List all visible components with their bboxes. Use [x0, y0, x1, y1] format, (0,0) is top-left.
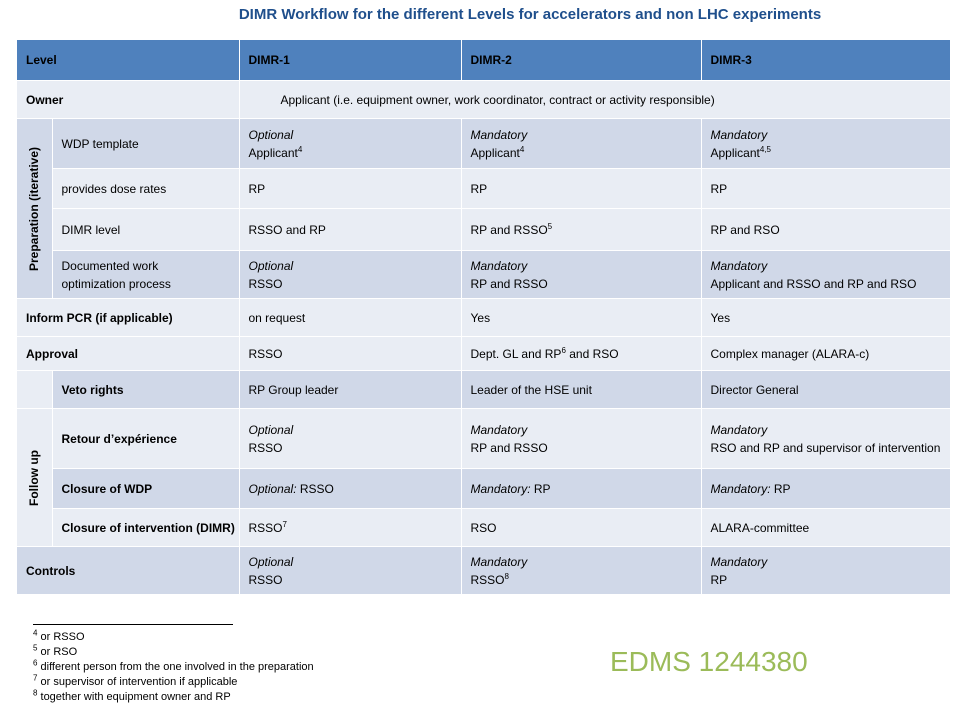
approval-dimr1: RSSO [239, 337, 461, 371]
closure-wdp-label: Closure of WDP [52, 469, 239, 509]
closure-wdp-dimr3: Mandatory: RP [701, 469, 950, 509]
controls-label: Controls [17, 547, 239, 595]
approval-dimr3: Complex manager (ALARA-c) [701, 337, 950, 371]
veto-dimr1: RP Group leader [239, 371, 461, 409]
footnote: $^8$ together with equipment owner and RP [33, 688, 231, 703]
retour-dimr1: Optional RSSO [239, 409, 461, 469]
table-row [17, 371, 950, 409]
table-row [17, 509, 950, 547]
header-level: Level [17, 40, 239, 81]
table-row [17, 469, 950, 509]
inform-pcr-label: Inform PCR (if applicable) [17, 299, 239, 337]
closure-int-dimr1: RSSO$^7$ [239, 509, 461, 547]
edms-reference: EDMS 1244380 [610, 646, 808, 677]
closure-wdp-dimr1: Optional: RSSO [239, 469, 461, 509]
work-opt-dimr2: Mandatory RP and RSSO [461, 251, 701, 299]
retour-dimr2: Mandatory RP and RSSO [461, 409, 701, 469]
footnote-divider [33, 624, 233, 625]
controls-dimr1: Optional RSSO [239, 547, 461, 595]
footnotes [33, 630, 314, 705]
preparation-group-cell [17, 119, 52, 299]
table-row [17, 299, 950, 337]
table-row [17, 547, 950, 595]
dose-rates-dimr3: RP [701, 169, 950, 209]
veto-dimr3: Director General [701, 371, 950, 409]
dose-rates-label: provides dose rates [52, 169, 239, 209]
veto-label: Veto rights [52, 371, 239, 409]
dose-rates-dimr1: RP [239, 169, 461, 209]
page-title: DIMR Workflow for the different Levels for accelerators and non LHC experiments [238, 6, 822, 23]
table-row [17, 409, 950, 469]
retour-label: Retour d’expérience [52, 409, 239, 469]
dose-rates-dimr2: RP [461, 169, 701, 209]
dimr-level-dimr3: RP and RSO [701, 209, 950, 251]
wdp-template-label: WDP template [52, 119, 239, 169]
workflow-table [17, 40, 951, 595]
inform-pcr-dimr2: Yes [461, 299, 701, 337]
closure-int-dimr2: RSO [461, 509, 701, 547]
header-dimr2: DIMR-2 [461, 40, 701, 81]
table-row [17, 209, 950, 251]
closure-wdp-dimr2: Mandatory: RP [461, 469, 701, 509]
dimr-level-label: DIMR level [52, 209, 239, 251]
table-row [17, 119, 950, 169]
follow-up-group-cell [17, 409, 52, 547]
table-row [17, 251, 950, 299]
table-row [17, 169, 950, 209]
veto-dimr2: Leader of the HSE unit [461, 371, 701, 409]
work-opt-dimr1: Optional RSSO [239, 251, 461, 299]
work-opt-label: Documented work optimization process [52, 251, 239, 299]
inform-pcr-dimr3: Yes [701, 299, 950, 337]
wdp-template-dimr1: Optional Applicant$^4$ [239, 119, 461, 169]
table-row [17, 81, 950, 119]
preparation-group-label: Preparation (iterative) [27, 146, 42, 271]
closure-int-dimr3: ALARA-committee [701, 509, 950, 547]
work-opt-dimr3: Mandatory Applicant and RSSO and RP and RSO [701, 251, 950, 299]
approval-label: Approval [17, 337, 239, 371]
controls-dimr2: Mandatory RSSO$^8$ [461, 547, 701, 595]
owner-value: Applicant (i.e. equipment owner, work coordinator, contract or activity responsible) [239, 81, 950, 119]
retour-dimr3: Mandatory RSO and RP and supervisor of intervention [701, 409, 950, 469]
footnote: $^6$ different person from the one involved in the preparation [33, 658, 314, 673]
closure-int-label: Closure of intervention (DIMR) [52, 509, 239, 547]
dimr-level-dimr2: RP and RSSO$^5$ [461, 209, 701, 251]
follow-up-group-label: Follow up [27, 449, 42, 506]
approval-dimr2: Dept. GL and $RP^6$ and RSO [461, 337, 701, 371]
owner-label: Owner [17, 81, 239, 119]
table-row [17, 337, 950, 371]
wdp-template-dimr3: Mandatory Applicant$^{4,5}$ [701, 119, 950, 169]
header-dimr3: DIMR-3 [701, 40, 950, 81]
wdp-template-dimr2: Mandatory Applicant$^4$ [461, 119, 701, 169]
table-header-row [17, 40, 950, 81]
footnote: $^4$ or RSSO [33, 628, 85, 643]
dimr-level-dimr1: RSSO and RP [239, 209, 461, 251]
footnote: $^7$ or supervisor of intervention if applicable [33, 673, 238, 688]
footnote: $^5$ or RSO [33, 643, 78, 658]
veto-side-cell [17, 371, 52, 409]
header-dimr1: DIMR-1 [239, 40, 461, 81]
controls-dimr3: Mandatory RP [701, 547, 950, 595]
inform-pcr-dimr1: on request [239, 299, 461, 337]
